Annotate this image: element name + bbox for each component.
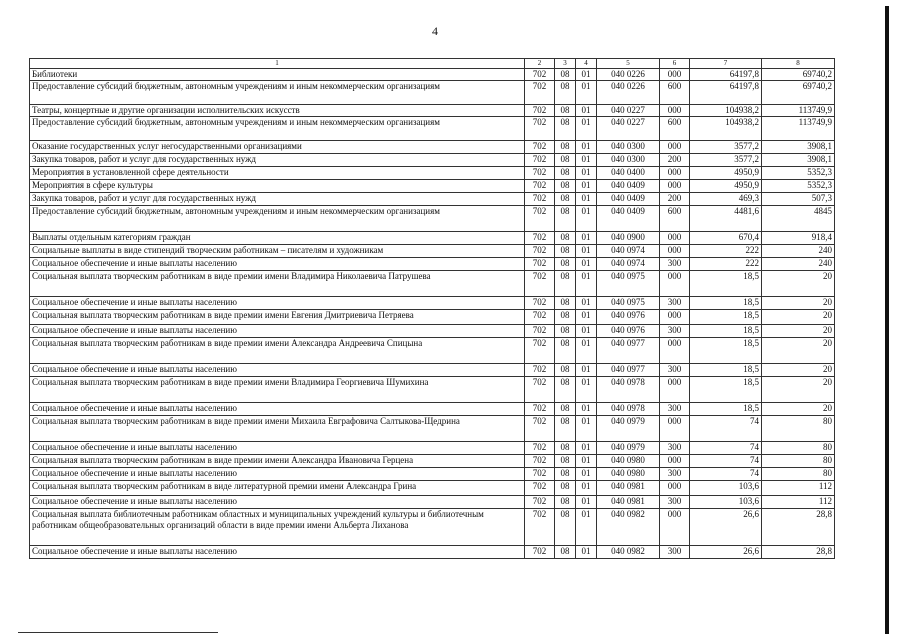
row-article: 01 bbox=[576, 442, 597, 455]
row-target-code: 040 0409 bbox=[597, 180, 660, 193]
row-section: 702 bbox=[525, 69, 555, 81]
row-amount-year-2: 20 bbox=[762, 338, 835, 364]
row-amount-year-2: 20 bbox=[762, 297, 835, 310]
row-name: Предоставление субсидий бюджетным, автономным учреждениям и иным некоммерческим организациям bbox=[30, 117, 525, 141]
row-name: Библиотеки bbox=[30, 69, 525, 81]
row-subsection: 08 bbox=[555, 245, 576, 258]
row-target-code: 040 0227 bbox=[597, 105, 660, 117]
column-header-7: 7 bbox=[690, 59, 762, 69]
row-amount-year-2: 240 bbox=[762, 245, 835, 258]
table-row bbox=[30, 245, 835, 258]
table-row bbox=[30, 442, 835, 455]
row-amount-year-1: 103,6 bbox=[690, 481, 762, 496]
row-subsection: 08 bbox=[555, 258, 576, 271]
row-section: 702 bbox=[525, 403, 555, 416]
table-row bbox=[30, 468, 835, 481]
row-expense-type: 300 bbox=[660, 297, 690, 310]
row-name: Закупка товаров, работ и услуг для государственных нужд bbox=[30, 193, 525, 206]
table-body bbox=[30, 69, 835, 559]
row-section: 702 bbox=[525, 167, 555, 180]
row-expense-type: 000 bbox=[660, 141, 690, 154]
column-header-8: 8 bbox=[762, 59, 835, 69]
table-row bbox=[30, 509, 835, 546]
row-name: Предоставление субсидий бюджетным, автономным учреждениям и иным некоммерческим организациям bbox=[30, 81, 525, 105]
row-amount-year-2: 112 bbox=[762, 481, 835, 496]
row-section: 702 bbox=[525, 442, 555, 455]
row-name: Социальная выплата творческим работникам в виде премии имени Владимира Георгиевича Шумихина bbox=[30, 377, 525, 403]
row-expense-type: 000 bbox=[660, 481, 690, 496]
row-name: Выплаты отдельным категориям граждан bbox=[30, 232, 525, 245]
row-name: Оказание государственных услуг негосударственными организациями bbox=[30, 141, 525, 154]
row-section: 702 bbox=[525, 364, 555, 377]
table-row bbox=[30, 310, 835, 325]
row-amount-year-2: 3908,1 bbox=[762, 141, 835, 154]
row-section: 702 bbox=[525, 141, 555, 154]
row-amount-year-1: 64197,8 bbox=[690, 69, 762, 81]
row-section: 702 bbox=[525, 509, 555, 546]
row-article: 01 bbox=[576, 364, 597, 377]
row-amount-year-1: 26,6 bbox=[690, 509, 762, 546]
row-amount-year-1: 3577,2 bbox=[690, 154, 762, 167]
row-section: 702 bbox=[525, 180, 555, 193]
row-amount-year-1: 18,5 bbox=[690, 271, 762, 297]
budget-table bbox=[29, 58, 835, 559]
row-expense-type: 000 bbox=[660, 416, 690, 442]
row-amount-year-2: 20 bbox=[762, 377, 835, 403]
row-article: 01 bbox=[576, 377, 597, 403]
row-article: 01 bbox=[576, 455, 597, 468]
row-target-code: 040 0900 bbox=[597, 232, 660, 245]
row-article: 01 bbox=[576, 416, 597, 442]
row-section: 702 bbox=[525, 258, 555, 271]
row-expense-type: 300 bbox=[660, 403, 690, 416]
row-subsection: 08 bbox=[555, 232, 576, 245]
row-subsection: 08 bbox=[555, 481, 576, 496]
row-name: Социальное обеспечение и иные выплаты населению bbox=[30, 442, 525, 455]
table-row bbox=[30, 232, 835, 245]
row-amount-year-1: 104938,2 bbox=[690, 117, 762, 141]
row-section: 702 bbox=[525, 297, 555, 310]
row-expense-type: 000 bbox=[660, 377, 690, 403]
row-amount-year-1: 104938,2 bbox=[690, 105, 762, 117]
row-subsection: 08 bbox=[555, 310, 576, 325]
row-article: 01 bbox=[576, 546, 597, 559]
row-subsection: 08 bbox=[555, 154, 576, 167]
row-amount-year-2: 20 bbox=[762, 310, 835, 325]
row-amount-year-1: 103,6 bbox=[690, 496, 762, 509]
row-name: Социальное обеспечение и иные выплаты населению bbox=[30, 364, 525, 377]
row-article: 01 bbox=[576, 141, 597, 154]
table-row bbox=[30, 416, 835, 442]
row-target-code: 040 0975 bbox=[597, 297, 660, 310]
row-expense-type: 300 bbox=[660, 442, 690, 455]
row-amount-year-1: 26,6 bbox=[690, 546, 762, 559]
row-subsection: 08 bbox=[555, 167, 576, 180]
row-expense-type: 300 bbox=[660, 468, 690, 481]
table-row bbox=[30, 154, 835, 167]
row-target-code: 040 0976 bbox=[597, 325, 660, 338]
table-row bbox=[30, 297, 835, 310]
row-amount-year-2: 20 bbox=[762, 403, 835, 416]
row-target-code: 040 0981 bbox=[597, 481, 660, 496]
row-section: 702 bbox=[525, 377, 555, 403]
row-section: 702 bbox=[525, 117, 555, 141]
row-amount-year-1: 222 bbox=[690, 245, 762, 258]
row-target-code: 040 0981 bbox=[597, 496, 660, 509]
row-expense-type: 000 bbox=[660, 69, 690, 81]
row-amount-year-2: 5352,3 bbox=[762, 180, 835, 193]
row-target-code: 040 0980 bbox=[597, 455, 660, 468]
row-subsection: 08 bbox=[555, 180, 576, 193]
row-section: 702 bbox=[525, 338, 555, 364]
row-expense-type: 000 bbox=[660, 310, 690, 325]
row-amount-year-2: 20 bbox=[762, 364, 835, 377]
row-name: Предоставление субсидий бюджетным, автономным учреждениям и иным некоммерческим организациям bbox=[30, 206, 525, 232]
row-amount-year-1: 18,5 bbox=[690, 403, 762, 416]
row-amount-year-2: 112 bbox=[762, 496, 835, 509]
row-subsection: 08 bbox=[555, 206, 576, 232]
row-name: Мероприятия в установленной сфере деятельности bbox=[30, 167, 525, 180]
row-amount-year-1: 670,4 bbox=[690, 232, 762, 245]
row-expense-type: 300 bbox=[660, 364, 690, 377]
row-article: 01 bbox=[576, 271, 597, 297]
row-target-code: 040 0300 bbox=[597, 154, 660, 167]
row-section: 702 bbox=[525, 81, 555, 105]
bottom-rule bbox=[18, 632, 218, 633]
row-subsection: 08 bbox=[555, 81, 576, 105]
row-article: 01 bbox=[576, 206, 597, 232]
row-section: 702 bbox=[525, 468, 555, 481]
row-expense-type: 200 bbox=[660, 154, 690, 167]
table-row bbox=[30, 271, 835, 297]
row-subsection: 08 bbox=[555, 325, 576, 338]
row-target-code: 040 0982 bbox=[597, 546, 660, 559]
table-row bbox=[30, 325, 835, 338]
row-article: 01 bbox=[576, 245, 597, 258]
row-article: 01 bbox=[576, 105, 597, 117]
row-article: 01 bbox=[576, 81, 597, 105]
table-row bbox=[30, 338, 835, 364]
row-expense-type: 000 bbox=[660, 271, 690, 297]
table-row bbox=[30, 141, 835, 154]
row-target-code: 040 0975 bbox=[597, 271, 660, 297]
table-row bbox=[30, 105, 835, 117]
row-expense-type: 600 bbox=[660, 117, 690, 141]
row-expense-type: 300 bbox=[660, 546, 690, 559]
row-amount-year-2: 3908,1 bbox=[762, 154, 835, 167]
row-amount-year-1: 18,5 bbox=[690, 325, 762, 338]
row-target-code: 040 0978 bbox=[597, 377, 660, 403]
row-target-code: 040 0400 bbox=[597, 167, 660, 180]
row-name: Социальная выплата творческим работникам в виде премии имени Александра Ивановича Герцена bbox=[30, 455, 525, 468]
row-name: Закупка товаров, работ и услуг для государственных нужд bbox=[30, 154, 525, 167]
row-expense-type: 300 bbox=[660, 258, 690, 271]
scan-edge-bar bbox=[885, 6, 889, 634]
row-target-code: 040 0974 bbox=[597, 258, 660, 271]
row-amount-year-1: 74 bbox=[690, 442, 762, 455]
table-row bbox=[30, 377, 835, 403]
row-amount-year-1: 4950,9 bbox=[690, 167, 762, 180]
table-row bbox=[30, 180, 835, 193]
row-article: 01 bbox=[576, 180, 597, 193]
table-row bbox=[30, 206, 835, 232]
row-subsection: 08 bbox=[555, 442, 576, 455]
row-expense-type: 600 bbox=[660, 206, 690, 232]
row-article: 01 bbox=[576, 167, 597, 180]
row-name: Социальное обеспечение и иные выплаты населению bbox=[30, 546, 525, 559]
row-expense-type: 000 bbox=[660, 509, 690, 546]
row-article: 01 bbox=[576, 258, 597, 271]
row-subsection: 08 bbox=[555, 416, 576, 442]
column-header-6: 6 bbox=[660, 59, 690, 69]
row-section: 702 bbox=[525, 232, 555, 245]
row-article: 01 bbox=[576, 325, 597, 338]
row-section: 702 bbox=[525, 154, 555, 167]
row-article: 01 bbox=[576, 468, 597, 481]
row-amount-year-1: 74 bbox=[690, 416, 762, 442]
row-name: Социальная выплата творческим работникам в виде премии имени Александра Андреевича Спицына bbox=[30, 338, 525, 364]
row-target-code: 040 0226 bbox=[597, 69, 660, 81]
table-row bbox=[30, 117, 835, 141]
table-row bbox=[30, 403, 835, 416]
row-subsection: 08 bbox=[555, 117, 576, 141]
row-amount-year-2: 69740,2 bbox=[762, 81, 835, 105]
row-name: Социальное обеспечение и иные выплаты населению bbox=[30, 297, 525, 310]
row-target-code: 040 0980 bbox=[597, 468, 660, 481]
row-amount-year-2: 20 bbox=[762, 325, 835, 338]
page-number: 4 bbox=[432, 24, 438, 38]
row-section: 702 bbox=[525, 481, 555, 496]
row-amount-year-1: 469,3 bbox=[690, 193, 762, 206]
row-subsection: 08 bbox=[555, 271, 576, 297]
row-name: Социальная выплата творческим работникам в виде литературной премии имени Александра Грина bbox=[30, 481, 525, 496]
row-amount-year-1: 4481,6 bbox=[690, 206, 762, 232]
row-name: Социальная выплата творческим работникам в виде премии имени Михаила Евграфовича Салтыкова-Щедрина bbox=[30, 416, 525, 442]
table-row bbox=[30, 481, 835, 496]
row-subsection: 08 bbox=[555, 141, 576, 154]
row-amount-year-1: 18,5 bbox=[690, 310, 762, 325]
row-amount-year-2: 918,4 bbox=[762, 232, 835, 245]
table-row bbox=[30, 496, 835, 509]
row-amount-year-2: 4845 bbox=[762, 206, 835, 232]
row-expense-type: 000 bbox=[660, 232, 690, 245]
row-article: 01 bbox=[576, 481, 597, 496]
row-name: Мероприятия в сфере культуры bbox=[30, 180, 525, 193]
row-article: 01 bbox=[576, 509, 597, 546]
row-amount-year-1: 4950,9 bbox=[690, 180, 762, 193]
row-article: 01 bbox=[576, 403, 597, 416]
row-article: 01 bbox=[576, 69, 597, 81]
row-name: Социальное обеспечение и иные выплаты населению bbox=[30, 258, 525, 271]
row-target-code: 040 0978 bbox=[597, 403, 660, 416]
row-amount-year-2: 28,8 bbox=[762, 546, 835, 559]
row-amount-year-2: 80 bbox=[762, 442, 835, 455]
row-expense-type: 000 bbox=[660, 245, 690, 258]
row-amount-year-2: 80 bbox=[762, 416, 835, 442]
row-expense-type: 300 bbox=[660, 325, 690, 338]
row-name: Социальная выплата творческим работникам в виде премии имени Владимира Николаевича Патрушева bbox=[30, 271, 525, 297]
row-amount-year-1: 3577,2 bbox=[690, 141, 762, 154]
row-section: 702 bbox=[525, 193, 555, 206]
row-name: Социальная выплата творческим работникам в виде премии имени Евгения Дмитриевича Петряева bbox=[30, 310, 525, 325]
table-row bbox=[30, 167, 835, 180]
row-amount-year-2: 113749,9 bbox=[762, 105, 835, 117]
row-subsection: 08 bbox=[555, 546, 576, 559]
row-target-code: 040 0409 bbox=[597, 193, 660, 206]
table-row bbox=[30, 455, 835, 468]
row-amount-year-2: 240 bbox=[762, 258, 835, 271]
row-target-code: 040 0226 bbox=[597, 81, 660, 105]
row-amount-year-1: 18,5 bbox=[690, 364, 762, 377]
row-amount-year-2: 20 bbox=[762, 271, 835, 297]
row-expense-type: 300 bbox=[660, 496, 690, 509]
table-row bbox=[30, 193, 835, 206]
row-subsection: 08 bbox=[555, 468, 576, 481]
row-subsection: 08 bbox=[555, 364, 576, 377]
row-name: Социальное обеспечение и иные выплаты населению bbox=[30, 468, 525, 481]
row-subsection: 08 bbox=[555, 297, 576, 310]
row-amount-year-1: 64197,8 bbox=[690, 81, 762, 105]
row-amount-year-1: 74 bbox=[690, 455, 762, 468]
row-subsection: 08 bbox=[555, 455, 576, 468]
row-section: 702 bbox=[525, 325, 555, 338]
header-row bbox=[30, 59, 835, 69]
row-amount-year-2: 113749,9 bbox=[762, 117, 835, 141]
row-target-code: 040 0976 bbox=[597, 310, 660, 325]
row-article: 01 bbox=[576, 310, 597, 325]
row-article: 01 bbox=[576, 232, 597, 245]
row-name: Социальная выплата библиотечным работникам областных и муниципальных учреждений культуры и библиотечным работникам общеобразовательных организаций области в виде премии имени Альберта Лиханова bbox=[30, 509, 525, 546]
row-section: 702 bbox=[525, 245, 555, 258]
row-subsection: 08 bbox=[555, 193, 576, 206]
column-header-2: 2 bbox=[525, 59, 555, 69]
row-amount-year-2: 5352,3 bbox=[762, 167, 835, 180]
row-expense-type: 000 bbox=[660, 455, 690, 468]
row-amount-year-2: 80 bbox=[762, 468, 835, 481]
row-target-code: 040 0974 bbox=[597, 245, 660, 258]
row-section: 702 bbox=[525, 416, 555, 442]
row-amount-year-1: 18,5 bbox=[690, 338, 762, 364]
row-amount-year-1: 18,5 bbox=[690, 377, 762, 403]
table-row bbox=[30, 258, 835, 271]
row-name: Социальное обеспечение и иные выплаты населению bbox=[30, 403, 525, 416]
row-expense-type: 000 bbox=[660, 338, 690, 364]
row-section: 702 bbox=[525, 455, 555, 468]
row-subsection: 08 bbox=[555, 105, 576, 117]
row-expense-type: 000 bbox=[660, 167, 690, 180]
row-subsection: 08 bbox=[555, 338, 576, 364]
row-target-code: 040 0409 bbox=[597, 206, 660, 232]
row-expense-type: 000 bbox=[660, 180, 690, 193]
row-subsection: 08 bbox=[555, 69, 576, 81]
row-amount-year-2: 28,8 bbox=[762, 509, 835, 546]
row-article: 01 bbox=[576, 338, 597, 364]
row-amount-year-1: 74 bbox=[690, 468, 762, 481]
row-amount-year-2: 507,3 bbox=[762, 193, 835, 206]
row-article: 01 bbox=[576, 193, 597, 206]
row-target-code: 040 0979 bbox=[597, 442, 660, 455]
row-target-code: 040 0977 bbox=[597, 338, 660, 364]
column-header-1: 1 bbox=[30, 59, 525, 69]
row-section: 702 bbox=[525, 206, 555, 232]
column-header-4: 4 bbox=[576, 59, 597, 69]
row-article: 01 bbox=[576, 154, 597, 167]
row-subsection: 08 bbox=[555, 509, 576, 546]
row-section: 702 bbox=[525, 105, 555, 117]
row-amount-year-2: 80 bbox=[762, 455, 835, 468]
row-amount-year-1: 222 bbox=[690, 258, 762, 271]
table-row bbox=[30, 69, 835, 81]
row-expense-type: 000 bbox=[660, 105, 690, 117]
row-target-code: 040 0300 bbox=[597, 141, 660, 154]
row-expense-type: 200 bbox=[660, 193, 690, 206]
row-target-code: 040 0977 bbox=[597, 364, 660, 377]
row-target-code: 040 0982 bbox=[597, 509, 660, 546]
row-target-code: 040 0979 bbox=[597, 416, 660, 442]
row-section: 702 bbox=[525, 310, 555, 325]
row-amount-year-2: 69740,2 bbox=[762, 69, 835, 81]
row-name: Социальные выплаты в виде стипендий творческим работникам – писателям и художникам bbox=[30, 245, 525, 258]
column-header-3: 3 bbox=[555, 59, 576, 69]
row-section: 702 bbox=[525, 496, 555, 509]
row-section: 702 bbox=[525, 271, 555, 297]
row-name: Социальное обеспечение и иные выплаты населению bbox=[30, 325, 525, 338]
row-expense-type: 600 bbox=[660, 81, 690, 105]
row-article: 01 bbox=[576, 117, 597, 141]
row-article: 01 bbox=[576, 496, 597, 509]
row-subsection: 08 bbox=[555, 496, 576, 509]
column-header-5: 5 bbox=[597, 59, 660, 69]
row-name: Театры, концертные и другие организации исполнительских искусств bbox=[30, 105, 525, 117]
row-target-code: 040 0227 bbox=[597, 117, 660, 141]
row-amount-year-1: 18,5 bbox=[690, 297, 762, 310]
table-row bbox=[30, 364, 835, 377]
table-row bbox=[30, 81, 835, 105]
table-row bbox=[30, 546, 835, 559]
row-article: 01 bbox=[576, 297, 597, 310]
row-name: Социальное обеспечение и иные выплаты населению bbox=[30, 496, 525, 509]
row-section: 702 bbox=[525, 546, 555, 559]
row-subsection: 08 bbox=[555, 403, 576, 416]
row-subsection: 08 bbox=[555, 377, 576, 403]
